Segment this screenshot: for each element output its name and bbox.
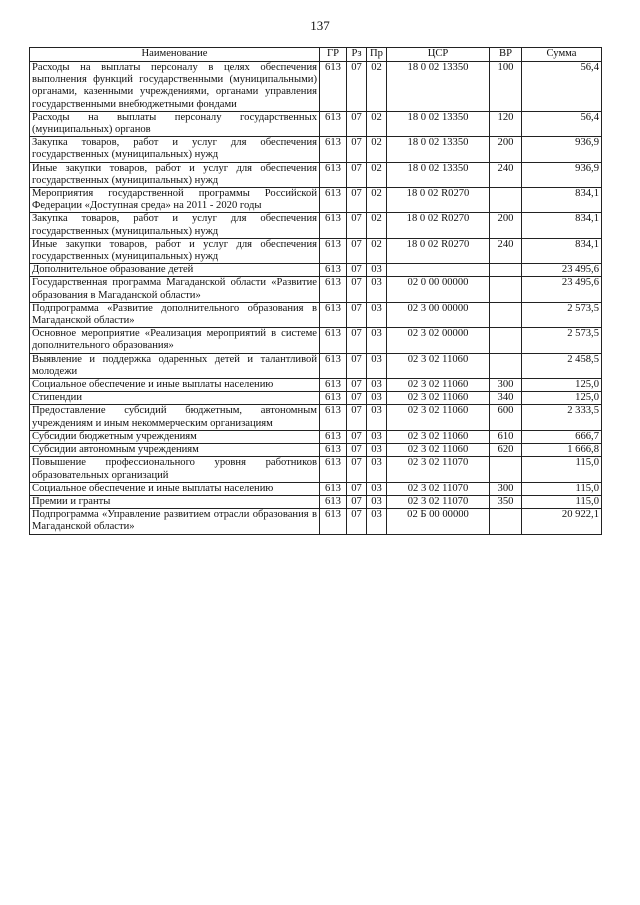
table-row [30, 482, 602, 495]
header-vr: ВР [490, 48, 522, 62]
cell-csr: 02 3 02 11060 [387, 353, 490, 378]
cell-vr [490, 353, 522, 378]
cell-csr: 02 3 02 11060 [387, 379, 490, 392]
cell-csr: 18 0 02 13350 [387, 162, 490, 187]
cell-name: Подпрограмма «Развитие дополнительного образования в Магаданской области» [30, 302, 320, 327]
cell-rz: 07 [347, 353, 367, 378]
cell-csr: 18 0 02 R0270 [387, 238, 490, 263]
cell-rz: 07 [347, 213, 367, 238]
cell-pr: 03 [367, 457, 387, 482]
cell-pr: 02 [367, 162, 387, 187]
cell-csr: 18 0 02 13350 [387, 111, 490, 136]
cell-pr: 02 [367, 137, 387, 162]
cell-vr: 620 [490, 444, 522, 457]
cell-rz: 07 [347, 457, 367, 482]
table-row [30, 137, 602, 162]
table-row [30, 405, 602, 430]
cell-name: Расходы на выплаты персоналу государственных (муниципальных) органов [30, 111, 320, 136]
cell-gr: 613 [320, 509, 347, 534]
cell-pr: 03 [367, 302, 387, 327]
cell-sum: 2 573,5 [522, 302, 602, 327]
cell-pr: 02 [367, 62, 387, 112]
cell-sum: 56,4 [522, 111, 602, 136]
cell-name: Иные закупки товаров, работ и услуг для обеспечения государственных (муниципальных) нужд [30, 238, 320, 263]
cell-rz: 07 [347, 62, 367, 112]
cell-vr: 200 [490, 137, 522, 162]
cell-gr: 613 [320, 137, 347, 162]
cell-pr: 03 [367, 277, 387, 302]
cell-pr: 03 [367, 353, 387, 378]
cell-csr: 02 Б 00 00000 [387, 509, 490, 534]
cell-gr: 613 [320, 62, 347, 112]
header-gr: ГР [320, 48, 347, 62]
cell-csr: 18 0 02 13350 [387, 62, 490, 112]
cell-vr [490, 264, 522, 277]
cell-rz: 07 [347, 238, 367, 263]
table-row [30, 62, 602, 112]
cell-vr: 340 [490, 392, 522, 405]
cell-gr: 613 [320, 302, 347, 327]
cell-gr: 613 [320, 213, 347, 238]
table-row [30, 213, 602, 238]
cell-pr: 03 [367, 482, 387, 495]
cell-csr: 02 3 02 11070 [387, 482, 490, 495]
cell-vr: 350 [490, 495, 522, 508]
cell-rz: 07 [347, 509, 367, 534]
cell-gr: 613 [320, 457, 347, 482]
cell-sum: 2 458,5 [522, 353, 602, 378]
cell-csr: 02 3 02 11060 [387, 405, 490, 430]
cell-gr: 613 [320, 111, 347, 136]
cell-sum: 1 666,8 [522, 444, 602, 457]
cell-rz: 07 [347, 379, 367, 392]
cell-rz: 07 [347, 277, 367, 302]
table-row [30, 495, 602, 508]
table-row [30, 277, 602, 302]
cell-rz: 07 [347, 444, 367, 457]
cell-gr: 613 [320, 264, 347, 277]
cell-sum: 115,0 [522, 495, 602, 508]
cell-name: Субсидии бюджетным учреждениям [30, 430, 320, 443]
cell-pr: 02 [367, 238, 387, 263]
cell-sum: 56,4 [522, 62, 602, 112]
table-row [30, 353, 602, 378]
cell-sum: 115,0 [522, 482, 602, 495]
cell-name: Подпрограмма «Управление развитием отрасли образования в Магаданской области» [30, 509, 320, 534]
cell-gr: 613 [320, 353, 347, 378]
cell-name: Мероприятия государственной программы Российской Федерации «Доступная среда» на 2011 - 2020 годы [30, 188, 320, 213]
table-row [30, 328, 602, 353]
table-row [30, 392, 602, 405]
cell-sum: 936,9 [522, 137, 602, 162]
cell-csr [387, 264, 490, 277]
cell-sum: 125,0 [522, 379, 602, 392]
cell-csr: 02 3 00 00000 [387, 302, 490, 327]
cell-pr: 03 [367, 509, 387, 534]
cell-name: Закупка товаров, работ и услуг для обеспечения государственных (муниципальных) нужд [30, 137, 320, 162]
cell-gr: 613 [320, 162, 347, 187]
cell-pr: 03 [367, 392, 387, 405]
cell-name: Повышение профессионального уровня работников образовательных организаций [30, 457, 320, 482]
cell-vr: 120 [490, 111, 522, 136]
table-row [30, 509, 602, 534]
cell-csr: 02 0 00 00000 [387, 277, 490, 302]
cell-csr: 18 0 02 13350 [387, 137, 490, 162]
cell-vr [490, 277, 522, 302]
cell-vr: 300 [490, 379, 522, 392]
cell-rz: 07 [347, 392, 367, 405]
cell-rz: 07 [347, 302, 367, 327]
cell-vr: 240 [490, 238, 522, 263]
header-sum: Сумма [522, 48, 602, 62]
cell-sum: 115,0 [522, 457, 602, 482]
header-pr: Пр [367, 48, 387, 62]
cell-vr: 240 [490, 162, 522, 187]
cell-sum: 834,1 [522, 188, 602, 213]
cell-pr: 03 [367, 444, 387, 457]
cell-name: Государственная программа Магаданской области «Развитие образования в Магаданской области» [30, 277, 320, 302]
table-row [30, 430, 602, 443]
page-number: 137 [310, 18, 330, 33]
cell-gr: 613 [320, 392, 347, 405]
cell-rz: 07 [347, 328, 367, 353]
header-rz: Рз [347, 48, 367, 62]
cell-pr: 03 [367, 264, 387, 277]
cell-rz: 07 [347, 111, 367, 136]
cell-pr: 03 [367, 379, 387, 392]
cell-gr: 613 [320, 379, 347, 392]
cell-name: Выявление и поддержка одаренных детей и талантливой молодежи [30, 353, 320, 378]
header-name: Наименование [30, 48, 320, 62]
cell-csr: 02 3 02 11060 [387, 444, 490, 457]
cell-gr: 613 [320, 430, 347, 443]
cell-pr: 02 [367, 213, 387, 238]
cell-rz: 07 [347, 137, 367, 162]
cell-csr: 02 3 02 00000 [387, 328, 490, 353]
table-header-row [30, 48, 602, 62]
cell-pr: 03 [367, 430, 387, 443]
cell-gr: 613 [320, 238, 347, 263]
cell-gr: 613 [320, 495, 347, 508]
cell-sum: 834,1 [522, 213, 602, 238]
cell-name: Премии и гранты [30, 495, 320, 508]
cell-name: Субсидии автономным учреждениям [30, 444, 320, 457]
cell-csr: 18 0 02 R0270 [387, 188, 490, 213]
cell-name: Дополнительное образование детей [30, 264, 320, 277]
cell-gr: 613 [320, 482, 347, 495]
cell-csr: 02 3 02 11070 [387, 457, 490, 482]
cell-name: Расходы на выплаты персоналу в целях обеспечения выполнения функций государственными (муниципальными) органами, казенными учреждениями, органами управления государственными внебюджетными фондами [30, 62, 320, 112]
cell-gr: 613 [320, 188, 347, 213]
table-row [30, 188, 602, 213]
cell-pr: 03 [367, 328, 387, 353]
table-row [30, 457, 602, 482]
cell-name: Предоставление субсидий бюджетным, автономным учреждениям и иным некоммерческим организациям [30, 405, 320, 430]
cell-name: Социальное обеспечение и иные выплаты населению [30, 379, 320, 392]
cell-gr: 613 [320, 277, 347, 302]
cell-sum: 2 573,5 [522, 328, 602, 353]
cell-vr: 600 [490, 405, 522, 430]
cell-vr: 300 [490, 482, 522, 495]
header-csr: ЦСР [387, 48, 490, 62]
cell-name: Стипендии [30, 392, 320, 405]
cell-name: Закупка товаров, работ и услуг для обеспечения государственных (муниципальных) нужд [30, 213, 320, 238]
cell-vr [490, 188, 522, 213]
cell-sum: 125,0 [522, 392, 602, 405]
table-body [30, 62, 602, 535]
cell-name: Социальное обеспечение и иные выплаты населению [30, 482, 320, 495]
cell-csr: 02 3 02 11070 [387, 495, 490, 508]
cell-sum: 2 333,5 [522, 405, 602, 430]
cell-rz: 07 [347, 482, 367, 495]
cell-pr: 03 [367, 495, 387, 508]
cell-sum: 936,9 [522, 162, 602, 187]
cell-name: Основное мероприятие «Реализация мероприятий в системе дополнительного образования» [30, 328, 320, 353]
cell-vr [490, 302, 522, 327]
cell-gr: 613 [320, 405, 347, 430]
budget-table [29, 47, 602, 535]
cell-sum: 23 495,6 [522, 277, 602, 302]
table-row [30, 111, 602, 136]
table-row [30, 162, 602, 187]
cell-pr: 02 [367, 188, 387, 213]
cell-rz: 07 [347, 188, 367, 213]
cell-vr [490, 328, 522, 353]
cell-vr [490, 509, 522, 534]
cell-csr: 02 3 02 11060 [387, 392, 490, 405]
cell-rz: 07 [347, 162, 367, 187]
cell-rz: 07 [347, 264, 367, 277]
cell-vr: 100 [490, 62, 522, 112]
cell-vr [490, 457, 522, 482]
table-row [30, 238, 602, 263]
table-row [30, 444, 602, 457]
cell-sum: 20 922,1 [522, 509, 602, 534]
cell-vr: 610 [490, 430, 522, 443]
cell-pr: 02 [367, 111, 387, 136]
cell-vr: 200 [490, 213, 522, 238]
table-row [30, 379, 602, 392]
cell-rz: 07 [347, 495, 367, 508]
cell-sum: 23 495,6 [522, 264, 602, 277]
cell-csr: 18 0 02 R0270 [387, 213, 490, 238]
cell-sum: 666,7 [522, 430, 602, 443]
cell-gr: 613 [320, 328, 347, 353]
cell-rz: 07 [347, 405, 367, 430]
cell-pr: 03 [367, 405, 387, 430]
cell-csr: 02 3 02 11060 [387, 430, 490, 443]
cell-gr: 613 [320, 444, 347, 457]
cell-name: Иные закупки товаров, работ и услуг для обеспечения государственных (муниципальных) нужд [30, 162, 320, 187]
table-row [30, 302, 602, 327]
cell-sum: 834,1 [522, 238, 602, 263]
cell-rz: 07 [347, 430, 367, 443]
table-row [30, 264, 602, 277]
